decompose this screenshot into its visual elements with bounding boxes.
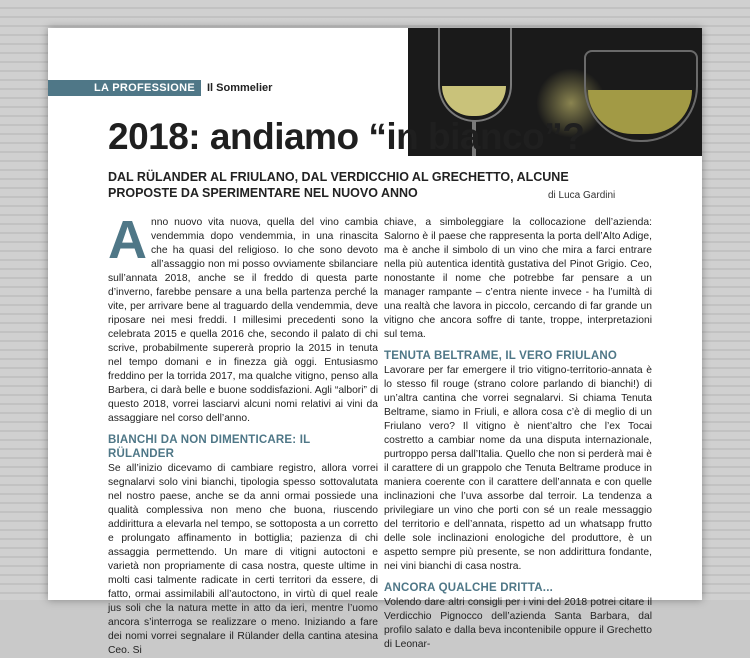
heading-rulander: BIANCHI DA NON DIMENTICARE: IL RÜLANDER	[108, 434, 311, 460]
paragraph-dritta: Volendo dare altri consigli per i vini del 2018 potrei citare il Verdicchio Pignocco dell’azienda Santa Barbara, dal profilo salato e dalla beva incontenibile oppure il Grechetto di Leonar-	[384, 597, 652, 650]
heading-beltrame: TENUTA BELTRAME, IL VERO FRIULANO	[384, 350, 617, 362]
intro-paragraph	[108, 210, 378, 426]
paragraph-beltrame: Lavorare per far emergere il trio vitigno-territorio-annata è lo stesso fil rouge (strano colore parlando di bianchi!) di un’altra cantina che vorrei segnalarvi. Si chiama Tenuta Beltrame, siamo in Friuli, e allora cosa c’è di meglio di un Friulano vero? Il vitigno è nient’altro che l’ex Tocai costretto a cambiar nome da una disputa internazionale, purtroppo persa dall’Italia. Quello che non si perderà mai è il carattere di un grappolo che Tenuta Beltrame produce in maniera coerente con il carattere dell’annata e con quelle inclinazioni che l’uva assorbe dal terroir. La tendenza a privilegiare un vino che porti con sé un reale messaggio del territorio e dell’annata, rispetto ad un whatsapp frutto delle sole inclinazioni enologiche del produttore, è un aspetto sempre più presente, se non addirittura fondante, nei vini bianchi di casa nostra.	[384, 365, 652, 572]
heading-dritta: ANCORA QUALCHE DRITTA...	[384, 582, 553, 594]
paragraph-rulander: Se all’inizio dicevamo di cambiare registro, allora vorrei segnalarvi solo vini bianchi, tipologia spesso sottovalutata nel nostro paese, anche se da anni ormai possiede una qualità complessiva non meno che buona, riuscendo addirittura a elevarla nel tempo, se sottoposta a un corretto e prolungato affinamento in bottiglia; pazienza di chi assaggia permettendo. Un mare di vitigni autoctoni e varietà non propriamente di casa nostra, queste ultime in molti casi talmente radicate in certi territori da essere, di fatto, ormai assimilabili all’autoctono, in virtù di quel reale jus soli che la natura mette in atto da ieri, mentre l’uomo ancora s’interroga se realizzare o meno. Iniziando a fare dei nomi vorrei segnalare il Rülander della cantina atesina Ceo. Si	[108, 463, 378, 656]
section-rubric	[48, 80, 272, 96]
article-title: 2018: andiamo “in bianco”?	[108, 116, 585, 157]
paragraph-ceo: chiave, a simboleggiare la collocazione dell’azienda: Salorno è il paese che rappresenta la porta dell’Alto Adige, ma è anche il simbolo di un vino che mira a farci entrare nella più autentica identità gustativa del Pinot Grigio. Ceo, nonostante il nome che potrebbe far pensare a un manager rampante – c’entra niente invece - ha l’umiltà di una realtà che lavora in piccolo, cercando di far grande un vitigno che ancora soffre di tante, troppe, interpretazioni sul tema.	[384, 217, 652, 340]
magazine-page	[48, 28, 702, 656]
rubric-section: Il Sommelier	[206, 82, 273, 94]
rubric-label: LA PROFESSIONE	[48, 80, 201, 96]
article-subtitle: DAL RÜLANDER AL FRIULANO, DAL VERDICCHIO AL GRECHETTO, ALCUNE PROPOSTE DA SPERIMENTARE NEL NUOVO ANNO	[108, 170, 569, 200]
column-left	[108, 210, 378, 658]
column-right	[384, 216, 652, 652]
intro-text: nno nuovo vita nuova, quella del vino cambia vendemmia dopo vendemmia, in una rinascita che ha quasi del religioso. Io che sono devoto all’assaggio non mi posso ovviamente sbilanciare sull’annata 2018, anche se il freddo di questa parte d’inverno, farebbe pensare a una bella partenza perché la vite, per arrivare bene al traguardo della vendemmia, deve riposare nei mesi freddi. I millesimi precedenti sono la celebrata 2015 e quella 2016 che, secondo il palato di chi scrive, probabilmente supererà proprio la 2015 in tenuta nel tempo domani e in finezza già oggi. Entusiasmo freddino per la torrida 2017, ma qualche vitigno, penso alla Barbera, ci darà belle e buone soddisfazioni. Agli “albori” di questo 2018, vorrei lasciarvi alcuni nomi relativi ai vini da assaggiare nel corso dell’anno.	[108, 217, 378, 424]
article-byline: di Luca Gardini	[548, 190, 616, 201]
drop-cap: A	[108, 210, 147, 270]
